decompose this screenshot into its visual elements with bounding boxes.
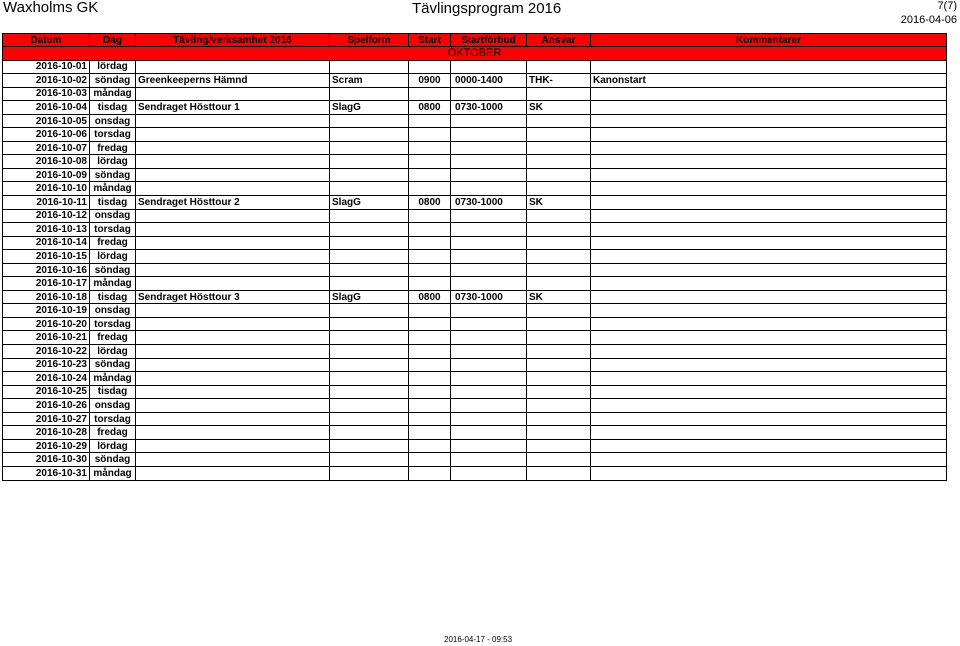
cell-responsible bbox=[527, 114, 591, 128]
cell-start bbox=[409, 304, 451, 318]
table-row bbox=[3, 345, 947, 359]
cell-start-ban bbox=[451, 250, 527, 264]
cell-date: 2016-10-06 bbox=[3, 128, 90, 142]
cell-comment bbox=[591, 114, 947, 128]
cell-event bbox=[136, 331, 330, 345]
program-title: Tävlingsprogram 2016 bbox=[412, 0, 562, 17]
cell-responsible bbox=[527, 439, 591, 453]
cell-start-ban bbox=[451, 128, 527, 142]
cell-start-ban bbox=[451, 372, 527, 386]
cell-comment bbox=[591, 155, 947, 169]
cell-start bbox=[409, 141, 451, 155]
cell-responsible bbox=[527, 182, 591, 196]
cell-start: 0900 bbox=[409, 74, 451, 88]
table-row bbox=[3, 250, 947, 264]
cell-event bbox=[136, 182, 330, 196]
cell-comment bbox=[591, 385, 947, 399]
cell-comment bbox=[591, 223, 947, 237]
cell-date: 2016-10-01 bbox=[3, 60, 90, 74]
cell-comment bbox=[591, 439, 947, 453]
cell-comment bbox=[591, 263, 947, 277]
cell-event: Greenkeeperns Hämnd bbox=[136, 74, 330, 88]
cell-event bbox=[136, 128, 330, 142]
cell-start bbox=[409, 399, 451, 413]
cell-start bbox=[409, 358, 451, 372]
table-row bbox=[3, 412, 947, 426]
cell-format: SlagG bbox=[330, 196, 409, 210]
cell-start bbox=[409, 236, 451, 250]
cell-day: söndag bbox=[90, 168, 136, 182]
cell-date: 2016-10-07 bbox=[3, 141, 90, 155]
cell-comment bbox=[591, 317, 947, 331]
cell-start-ban: 0730-1000 bbox=[451, 101, 527, 115]
cell-format bbox=[330, 128, 409, 142]
cell-start-ban bbox=[451, 87, 527, 101]
cell-start bbox=[409, 182, 451, 196]
cell-responsible bbox=[527, 87, 591, 101]
cell-comment bbox=[591, 331, 947, 345]
cell-day: fredag bbox=[90, 331, 136, 345]
cell-responsible bbox=[527, 128, 591, 142]
cell-event bbox=[136, 304, 330, 318]
cell-comment bbox=[591, 60, 947, 74]
cell-date: 2016-10-02 bbox=[3, 74, 90, 88]
cell-day: lördag bbox=[90, 250, 136, 264]
cell-format: SlagG bbox=[330, 290, 409, 304]
cell-day: fredag bbox=[90, 236, 136, 250]
cell-start-ban: 0730-1000 bbox=[451, 290, 527, 304]
cell-start-ban bbox=[451, 223, 527, 237]
cell-comment bbox=[591, 168, 947, 182]
column-header-comments: Kommentarer bbox=[591, 34, 947, 47]
cell-comment bbox=[591, 345, 947, 359]
cell-date: 2016-10-15 bbox=[3, 250, 90, 264]
cell-responsible bbox=[527, 331, 591, 345]
cell-format bbox=[330, 209, 409, 223]
cell-event bbox=[136, 277, 330, 291]
table-row bbox=[3, 223, 947, 237]
cell-date: 2016-10-17 bbox=[3, 277, 90, 291]
cell-comment bbox=[591, 209, 947, 223]
cell-start bbox=[409, 250, 451, 264]
cell-start-ban: 0000-1400 bbox=[451, 74, 527, 88]
cell-responsible bbox=[527, 155, 591, 169]
cell-day: onsdag bbox=[90, 114, 136, 128]
cell-comment bbox=[591, 304, 947, 318]
table-row bbox=[3, 426, 947, 440]
cell-format bbox=[330, 453, 409, 467]
cell-comment bbox=[591, 87, 947, 101]
cell-date: 2016-10-26 bbox=[3, 399, 90, 413]
column-header-responsible: Ansvar bbox=[527, 34, 591, 47]
cell-day: måndag bbox=[90, 182, 136, 196]
column-header-start: Start bbox=[409, 34, 451, 47]
column-header-day: Dag bbox=[90, 34, 136, 47]
cell-day: torsdag bbox=[90, 317, 136, 331]
cell-date: 2016-10-21 bbox=[3, 331, 90, 345]
cell-date: 2016-10-05 bbox=[3, 114, 90, 128]
cell-start: 0800 bbox=[409, 290, 451, 304]
cell-responsible bbox=[527, 209, 591, 223]
cell-format bbox=[330, 331, 409, 345]
column-header-format: Spelform bbox=[330, 34, 409, 47]
cell-day: måndag bbox=[90, 87, 136, 101]
table-row bbox=[3, 466, 947, 480]
cell-event bbox=[136, 60, 330, 74]
cell-format bbox=[330, 141, 409, 155]
cell-day: fredag bbox=[90, 426, 136, 440]
cell-event: Sendraget Hösttour 2 bbox=[136, 196, 330, 210]
cell-event bbox=[136, 209, 330, 223]
table-row bbox=[3, 453, 947, 467]
cell-date: 2016-10-03 bbox=[3, 87, 90, 101]
cell-event bbox=[136, 87, 330, 101]
cell-event bbox=[136, 114, 330, 128]
cell-responsible bbox=[527, 141, 591, 155]
cell-start-ban: 0730-1000 bbox=[451, 196, 527, 210]
cell-event bbox=[136, 358, 330, 372]
table-row bbox=[3, 317, 947, 331]
cell-date: 2016-10-16 bbox=[3, 263, 90, 277]
cell-comment: Kanonstart bbox=[591, 74, 947, 88]
table-row bbox=[3, 358, 947, 372]
column-header-date: Datum bbox=[3, 34, 90, 47]
cell-day: tisdag bbox=[90, 101, 136, 115]
table-row bbox=[3, 60, 947, 74]
month-label: OKTOBER bbox=[3, 47, 947, 61]
page-number: 7(7) bbox=[937, 0, 957, 12]
cell-day: lördag bbox=[90, 439, 136, 453]
cell-event bbox=[136, 412, 330, 426]
cell-start-ban bbox=[451, 114, 527, 128]
cell-date: 2016-10-23 bbox=[3, 358, 90, 372]
cell-start-ban bbox=[451, 182, 527, 196]
cell-comment bbox=[591, 236, 947, 250]
cell-responsible: SK bbox=[527, 101, 591, 115]
club-name: Waxholms GK bbox=[3, 0, 99, 16]
cell-start bbox=[409, 331, 451, 345]
cell-format bbox=[330, 466, 409, 480]
cell-comment bbox=[591, 182, 947, 196]
cell-date: 2016-10-13 bbox=[3, 223, 90, 237]
cell-date: 2016-10-29 bbox=[3, 439, 90, 453]
cell-event bbox=[136, 399, 330, 413]
table-row bbox=[3, 128, 947, 142]
cell-comment bbox=[591, 372, 947, 386]
cell-start-ban bbox=[451, 209, 527, 223]
cell-responsible: THK- bbox=[527, 74, 591, 88]
cell-event bbox=[136, 453, 330, 467]
cell-start-ban bbox=[451, 439, 527, 453]
cell-start-ban bbox=[451, 399, 527, 413]
cell-date: 2016-10-22 bbox=[3, 345, 90, 359]
cell-date: 2016-10-12 bbox=[3, 209, 90, 223]
cell-responsible bbox=[527, 168, 591, 182]
cell-format bbox=[330, 358, 409, 372]
cell-responsible bbox=[527, 466, 591, 480]
cell-start bbox=[409, 439, 451, 453]
cell-format bbox=[330, 155, 409, 169]
cell-comment bbox=[591, 128, 947, 142]
cell-format bbox=[330, 317, 409, 331]
cell-day: onsdag bbox=[90, 209, 136, 223]
cell-start: 0800 bbox=[409, 196, 451, 210]
cell-date: 2016-10-04 bbox=[3, 101, 90, 115]
cell-responsible bbox=[527, 358, 591, 372]
cell-date: 2016-10-20 bbox=[3, 317, 90, 331]
cell-format bbox=[330, 168, 409, 182]
cell-start bbox=[409, 168, 451, 182]
table-row bbox=[3, 304, 947, 318]
cell-event bbox=[136, 263, 330, 277]
cell-comment bbox=[591, 141, 947, 155]
cell-format: SlagG bbox=[330, 101, 409, 115]
cell-date: 2016-10-24 bbox=[3, 372, 90, 386]
cell-comment bbox=[591, 358, 947, 372]
cell-format bbox=[330, 399, 409, 413]
table-row bbox=[3, 385, 947, 399]
cell-start-ban bbox=[451, 331, 527, 345]
cell-format bbox=[330, 304, 409, 318]
cell-start-ban bbox=[451, 263, 527, 277]
cell-responsible bbox=[527, 426, 591, 440]
cell-day: tisdag bbox=[90, 385, 136, 399]
cell-day: lördag bbox=[90, 155, 136, 169]
cell-start-ban bbox=[451, 385, 527, 399]
cell-start-ban bbox=[451, 141, 527, 155]
cell-start bbox=[409, 155, 451, 169]
cell-day: söndag bbox=[90, 263, 136, 277]
cell-format bbox=[330, 345, 409, 359]
cell-date: 2016-10-27 bbox=[3, 412, 90, 426]
cell-event bbox=[136, 385, 330, 399]
cell-date: 2016-10-10 bbox=[3, 182, 90, 196]
cell-start-ban bbox=[451, 426, 527, 440]
cell-day: torsdag bbox=[90, 128, 136, 142]
cell-event bbox=[136, 155, 330, 169]
cell-responsible: SK bbox=[527, 290, 591, 304]
cell-start-ban bbox=[451, 317, 527, 331]
cell-comment bbox=[591, 101, 947, 115]
cell-start bbox=[409, 466, 451, 480]
cell-responsible bbox=[527, 372, 591, 386]
cell-format bbox=[330, 426, 409, 440]
table-row bbox=[3, 87, 947, 101]
table-row bbox=[3, 182, 947, 196]
table-row bbox=[3, 141, 947, 155]
cell-date: 2016-10-25 bbox=[3, 385, 90, 399]
month-row bbox=[3, 47, 947, 61]
cell-event bbox=[136, 141, 330, 155]
cell-date: 2016-10-28 bbox=[3, 426, 90, 440]
cell-responsible bbox=[527, 223, 591, 237]
table-row bbox=[3, 196, 947, 210]
cell-date: 2016-10-19 bbox=[3, 304, 90, 318]
cell-format bbox=[330, 277, 409, 291]
table-row bbox=[3, 209, 947, 223]
cell-day: torsdag bbox=[90, 223, 136, 237]
cell-day: lördag bbox=[90, 345, 136, 359]
cell-start-ban bbox=[451, 60, 527, 74]
cell-start-ban bbox=[451, 304, 527, 318]
table-row bbox=[3, 439, 947, 453]
cell-day: tisdag bbox=[90, 290, 136, 304]
cell-start bbox=[409, 263, 451, 277]
table-row bbox=[3, 331, 947, 345]
cell-start: 0800 bbox=[409, 101, 451, 115]
table-row bbox=[3, 155, 947, 169]
table-row bbox=[3, 263, 947, 277]
cell-start-ban bbox=[451, 155, 527, 169]
cell-comment bbox=[591, 277, 947, 291]
cell-format bbox=[330, 439, 409, 453]
cell-comment bbox=[591, 466, 947, 480]
cell-format bbox=[330, 412, 409, 426]
cell-format bbox=[330, 87, 409, 101]
cell-day: onsdag bbox=[90, 399, 136, 413]
cell-start-ban bbox=[451, 168, 527, 182]
cell-date: 2016-10-08 bbox=[3, 155, 90, 169]
cell-start bbox=[409, 277, 451, 291]
cell-day: måndag bbox=[90, 277, 136, 291]
cell-day: lördag bbox=[90, 60, 136, 74]
cell-format bbox=[330, 60, 409, 74]
column-header-event: Tävling/verksamhet 2016 bbox=[136, 34, 330, 47]
cell-format bbox=[330, 182, 409, 196]
schedule-table bbox=[2, 33, 947, 481]
header-date: 2016-04-06 bbox=[900, 14, 957, 26]
cell-format bbox=[330, 385, 409, 399]
cell-responsible bbox=[527, 236, 591, 250]
table-row bbox=[3, 236, 947, 250]
cell-date: 2016-10-31 bbox=[3, 466, 90, 480]
cell-day: fredag bbox=[90, 141, 136, 155]
cell-responsible bbox=[527, 60, 591, 74]
cell-responsible: SK bbox=[527, 196, 591, 210]
cell-responsible bbox=[527, 345, 591, 359]
cell-date: 2016-10-18 bbox=[3, 290, 90, 304]
cell-start bbox=[409, 385, 451, 399]
cell-start bbox=[409, 345, 451, 359]
cell-start-ban bbox=[451, 277, 527, 291]
table-row bbox=[3, 290, 947, 304]
cell-event bbox=[136, 372, 330, 386]
cell-start-ban bbox=[451, 345, 527, 359]
cell-responsible bbox=[527, 453, 591, 467]
cell-format bbox=[330, 250, 409, 264]
table-row bbox=[3, 101, 947, 115]
cell-event bbox=[136, 168, 330, 182]
cell-day: tisdag bbox=[90, 196, 136, 210]
cell-comment bbox=[591, 250, 947, 264]
footer-timestamp: 2016-04-17 - 09:53 bbox=[444, 635, 513, 644]
cell-start bbox=[409, 128, 451, 142]
cell-start-ban bbox=[451, 466, 527, 480]
cell-start-ban bbox=[451, 412, 527, 426]
cell-event bbox=[136, 345, 330, 359]
cell-day: måndag bbox=[90, 372, 136, 386]
cell-comment bbox=[591, 196, 947, 210]
cell-start bbox=[409, 209, 451, 223]
table-row bbox=[3, 399, 947, 413]
cell-day: måndag bbox=[90, 466, 136, 480]
cell-date: 2016-10-11 bbox=[3, 196, 90, 210]
cell-day: söndag bbox=[90, 453, 136, 467]
cell-comment bbox=[591, 412, 947, 426]
table-header-row bbox=[3, 34, 947, 47]
cell-event: Sendraget Hösttour 1 bbox=[136, 101, 330, 115]
cell-responsible bbox=[527, 263, 591, 277]
cell-comment bbox=[591, 453, 947, 467]
cell-responsible bbox=[527, 399, 591, 413]
cell-responsible bbox=[527, 304, 591, 318]
cell-format bbox=[330, 263, 409, 277]
cell-event bbox=[136, 250, 330, 264]
cell-event bbox=[136, 426, 330, 440]
page-header bbox=[0, 0, 960, 30]
cell-date: 2016-10-09 bbox=[3, 168, 90, 182]
cell-start-ban bbox=[451, 358, 527, 372]
cell-format bbox=[330, 236, 409, 250]
cell-start bbox=[409, 114, 451, 128]
cell-start bbox=[409, 60, 451, 74]
cell-responsible bbox=[527, 317, 591, 331]
cell-comment bbox=[591, 426, 947, 440]
cell-event bbox=[136, 223, 330, 237]
table-row bbox=[3, 74, 947, 88]
cell-start bbox=[409, 453, 451, 467]
cell-day: onsdag bbox=[90, 304, 136, 318]
cell-start bbox=[409, 317, 451, 331]
cell-start-ban bbox=[451, 236, 527, 250]
cell-event bbox=[136, 236, 330, 250]
cell-start bbox=[409, 372, 451, 386]
cell-format: Scram bbox=[330, 74, 409, 88]
cell-comment bbox=[591, 399, 947, 413]
cell-event bbox=[136, 317, 330, 331]
cell-start bbox=[409, 223, 451, 237]
table-row bbox=[3, 372, 947, 386]
cell-event bbox=[136, 466, 330, 480]
cell-responsible bbox=[527, 277, 591, 291]
cell-responsible bbox=[527, 385, 591, 399]
cell-responsible bbox=[527, 412, 591, 426]
table-row bbox=[3, 277, 947, 291]
cell-start bbox=[409, 426, 451, 440]
cell-start-ban bbox=[451, 453, 527, 467]
cell-day: söndag bbox=[90, 358, 136, 372]
cell-date: 2016-10-14 bbox=[3, 236, 90, 250]
cell-format bbox=[330, 114, 409, 128]
column-header-start-ban: Startförbud bbox=[451, 34, 527, 47]
cell-responsible bbox=[527, 250, 591, 264]
table-row bbox=[3, 114, 947, 128]
cell-date: 2016-10-30 bbox=[3, 453, 90, 467]
cell-event: Sendraget Hösttour 3 bbox=[136, 290, 330, 304]
table-row bbox=[3, 168, 947, 182]
cell-format bbox=[330, 223, 409, 237]
cell-day: torsdag bbox=[90, 412, 136, 426]
cell-event bbox=[136, 439, 330, 453]
cell-day: söndag bbox=[90, 74, 136, 88]
cell-start bbox=[409, 87, 451, 101]
cell-start bbox=[409, 412, 451, 426]
cell-comment bbox=[591, 290, 947, 304]
cell-format bbox=[330, 372, 409, 386]
